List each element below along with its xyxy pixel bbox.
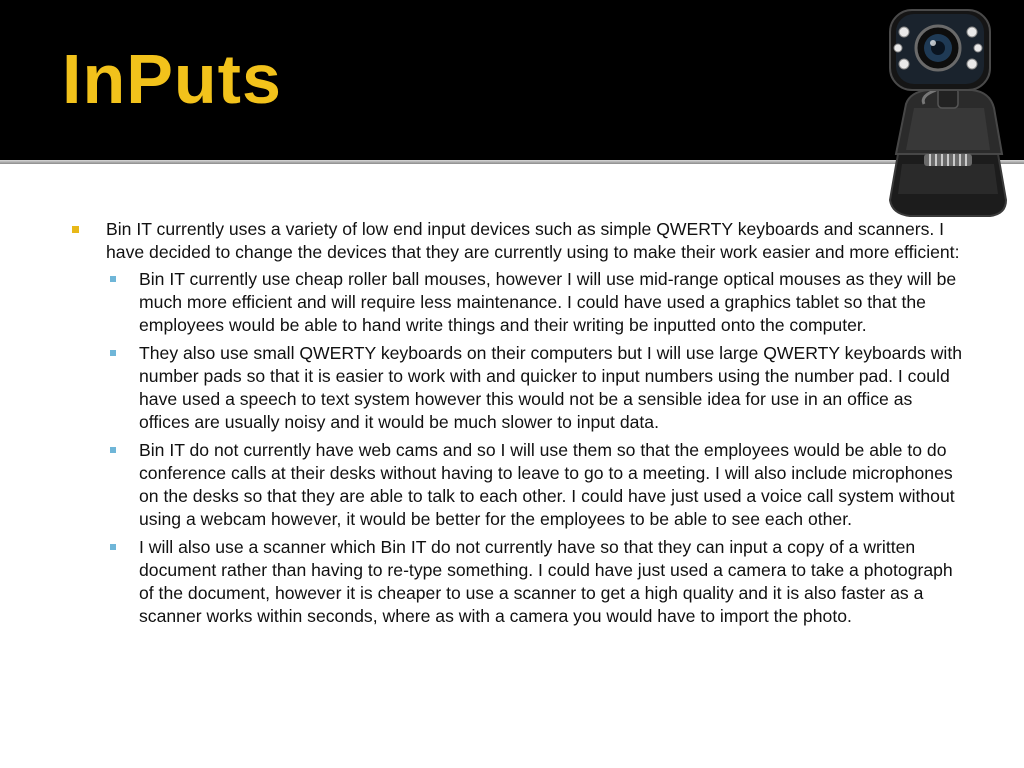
- sub-bullet-marker-icon: [110, 276, 116, 282]
- sub-bullet-text: Bin IT do not currently have web cams and so I will use them so that the employees would be able to do conference calls at their desks without having to leave to go to a meeting. I will also include microphones on the desks so that they are able to talk to each other. I could have just used a voice call system without using a webcam however, it would be better for the employees to be able to see each other.: [139, 440, 955, 529]
- sub-bullet-mouse: [72, 268, 972, 337]
- bullet-intro: [72, 218, 972, 264]
- bullet-intro-text: Bin IT currently uses a variety of low end input devices such as simple QWERTY keyboards and scanners. I have decided to change the devices that they are currently using to make their work easier and more efficient:: [106, 219, 960, 262]
- bullet-marker-square-icon: [72, 226, 79, 233]
- sub-bullet-marker-icon: [110, 350, 116, 356]
- sub-bullet-text: They also use small QWERTY keyboards on their computers but I will use large QWERTY keyboards with number pads so that it is easier to work with and quicker to input numbers using the number pad. I could have used a speech to text system however this would not be a sensible idea for use in an office as offices are usually noisy and it would be much slower to input data.: [139, 343, 963, 432]
- sub-bullet-marker-icon: [110, 447, 116, 453]
- sub-bullet-scanner: [72, 536, 972, 628]
- sub-bullet-text: I will also use a scanner which Bin IT do not currently have so that they can input a copy of a written document rather than having to re-type something. I could have just used a camera to take a photograph of the document, however it is cheaper to use a scanner to get a high quality and it is also faster as a scanner works within seconds, where as with a camera you would have to import the photo.: [139, 537, 953, 626]
- sub-bullet-text: Bin IT currently use cheap roller ball mouses, however I will use mid-range optical mouses as they will be much more efficient and will require less maintenance. I could have used a graphics tablet so that the employees would be able to hand write things and their writing be inputted onto the computer.: [139, 269, 957, 335]
- webcam-icon: [880, 4, 1016, 224]
- sub-bullet-marker-icon: [110, 544, 116, 550]
- sub-bullet-list: [72, 268, 972, 628]
- title-divider: [0, 160, 1024, 164]
- sub-bullet-webcam: [72, 439, 972, 531]
- sub-bullet-keyboard: [72, 342, 972, 434]
- slide-title: InPuts: [62, 40, 282, 118]
- slide-body: [72, 218, 972, 633]
